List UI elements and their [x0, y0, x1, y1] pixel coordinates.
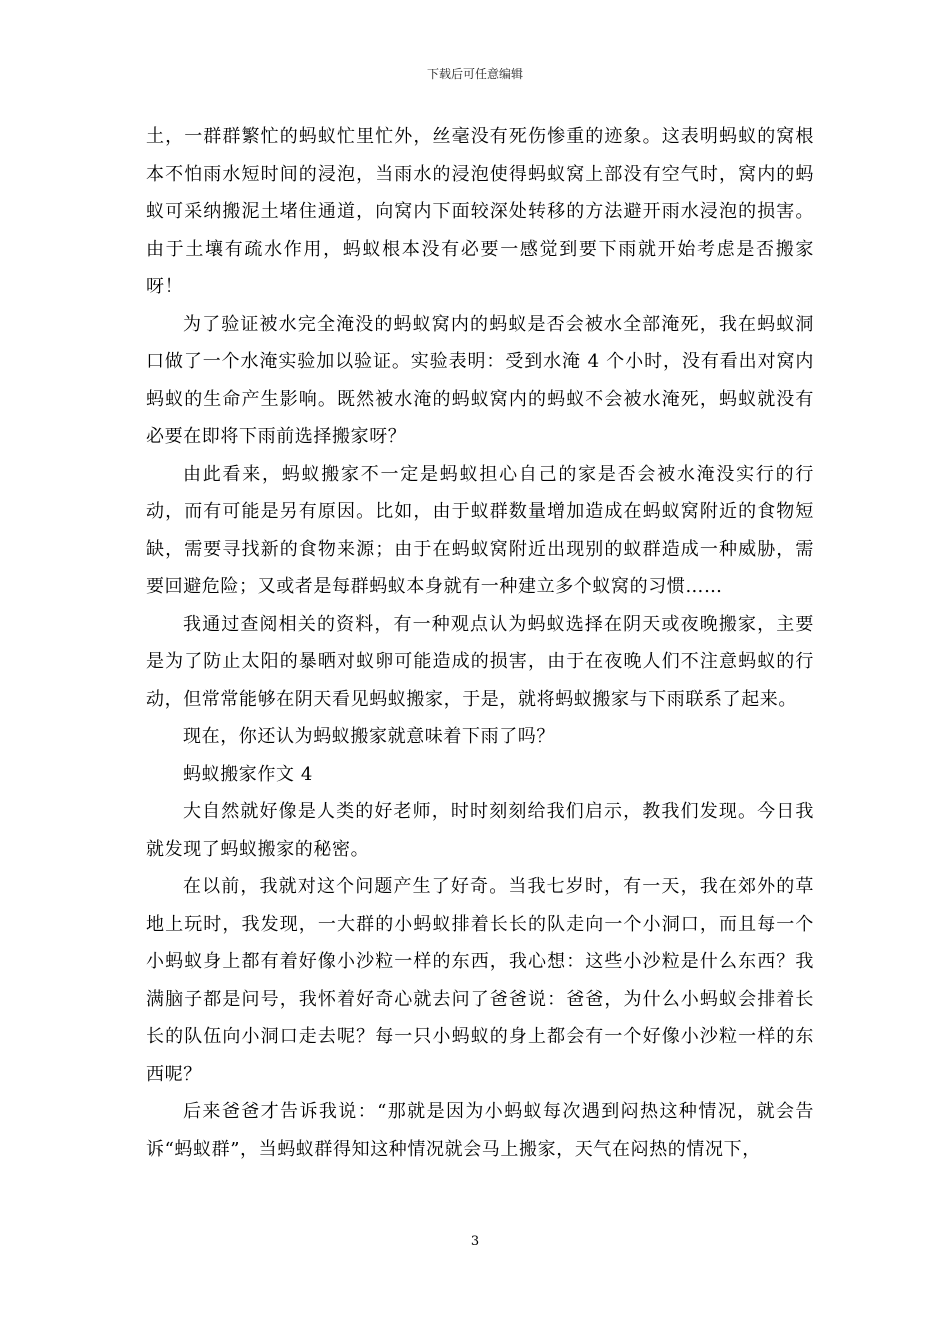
page-header: 下载后可任意编辑 [426, 67, 523, 81]
page-number: 3 [470, 1234, 480, 1249]
paragraph-4: 我通过查阅相关的资料，有一种观点认为蚂蚁选择在阴天或夜晚搬家，主要是为了防止太阳的暴晒对蚁卵可能造成的损害，由于在夜晚人们不注意蚂蚁的行动，但常常能够在阴天看见蚂蚁搬家，于是，就将蚂蚁搬家与下雨联系了起来。 [146, 613, 814, 710]
paragraph-3: 由此看来，蚂蚁搬家不一定是蚂蚁担心自己的家是否会被水淹没实行的行动，而有可能是另有原因。比如，由于蚁群数量增加造成在蚂蚁窝附近的食物短缺，需要寻找新的食物来源；由于在蚂蚁窝附近出现别的蚁群造成一种威胁，需要回避危险；又或者是每群蚂蚁本身就有一种建立多个蚁窝的习惯…… [146, 463, 814, 597]
paragraph-2: 为了验证被水完全淹没的蚂蚁窝内的蚂蚁是否会被水全部淹死，我在蚂蚁洞口做了一个水淹实验加以验证。实验表明：受到水淹 4 个小时，没有看出对窝内蚂蚁的生命产生影响。既然被水淹的蚂蚁窝内的蚂蚁不会被水淹死，蚂蚁就没有必要在即将下雨前选择搬家呀？ [146, 313, 814, 447]
paragraph-6: 大自然就好像是人类的好老师，时时刻刻给我们启示，教我们发现。今日我就发现了蚂蚁搬家的秘密。 [146, 801, 814, 860]
paragraph-8: 后来爸爸才告诉我说：“那就是因为小蚂蚁每次遇到闷热这种情况，就会告诉“蚂蚁群”，当蚂蚁群得知这种情况就会马上搬家，天气在闷热的情况下， [146, 1101, 814, 1160]
document-body [146, 118, 814, 1168]
paragraph-5: 现在，你还认为蚂蚁搬家就意味着下雨了吗？ [183, 726, 555, 747]
paragraph-7: 在以前，我就对这个问题产生了好奇。当我七岁时，有一天，我在郊外的草地上玩时，我发现，一大群的小蚂蚁排着长长的队走向一个小洞口，而且每一个小蚂蚁身上都有着好像小沙粒一样的东西，我心想：这些小沙粒是什么东西？我满脑子都是问号，我怀着好奇心就去问了爸爸说：爸爸，为什么小蚂蚁会排着长长的队伍向小洞口走去呢？每一只小蚂蚁的身上都会有一个好像小沙粒一样的东西呢？ [146, 876, 814, 1085]
paragraph-1: 土，一群群繁忙的蚂蚁忙里忙外，丝毫没有死伤惨重的迹象。这表明蚂蚁的窝根本不怕雨水短时间的浸泡，当雨水的浸泡使得蚂蚁窝上部没有空气时，窝内的蚂蚁可采纳搬泥土堵住通道，向窝内下面较深处转移的方法避开雨水浸泡的损害。由于土壤有疏水作用，蚂蚁根本没有必要一感觉到要下雨就开始考虑是否搬家呀！ [146, 126, 814, 297]
section-heading: 蚂蚁搬家作文 4 [183, 763, 313, 785]
